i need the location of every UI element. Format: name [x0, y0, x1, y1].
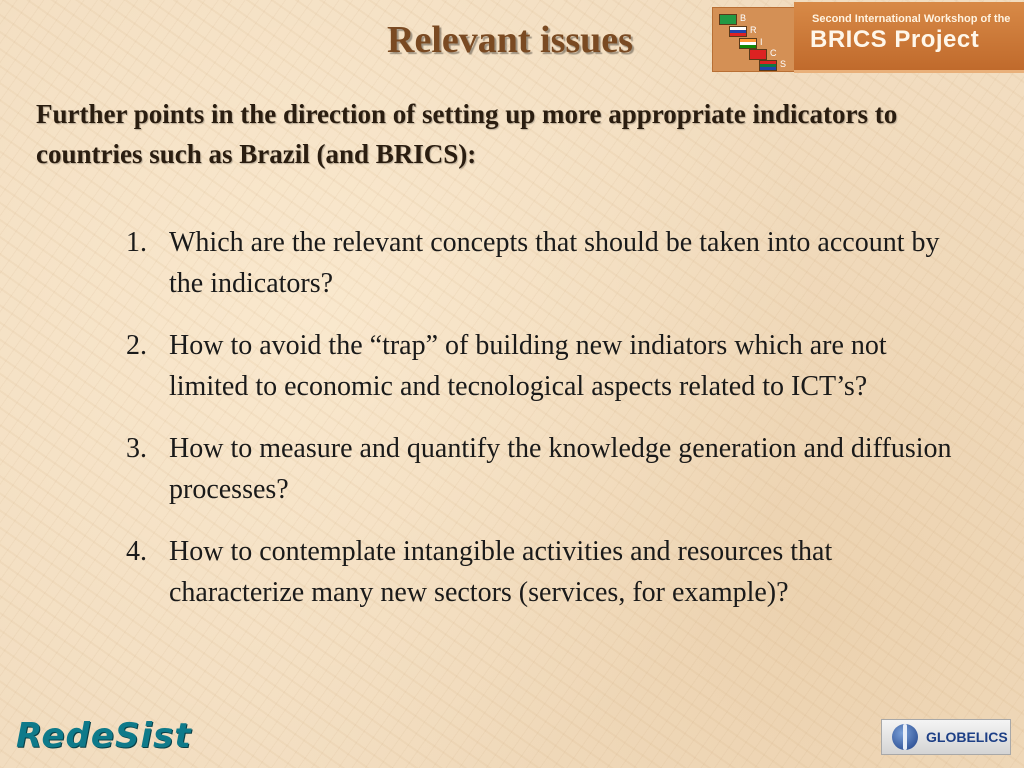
list-item [126, 531, 966, 613]
item-number: 2. [126, 330, 147, 361]
redesist-logo: RedeSist [16, 716, 192, 756]
intro-paragraph: Further points in the direction of setting up more appropriate indicators to countries such as Brazil (and BRICS): [36, 99, 898, 169]
brics-title-panel [794, 2, 1024, 73]
flag-south-africa-icon [759, 60, 777, 71]
globe-meridian [903, 724, 907, 750]
flag-letter-b: B [740, 13, 747, 23]
slide-title: Relevant issues [387, 19, 633, 61]
item-text: How to contemplate intangible activities and resources that characterize many new sectors (services, for example)? [169, 536, 833, 608]
brics-subtitle: Second International Workshop of the [812, 13, 1011, 25]
flag-russia-icon [729, 26, 747, 37]
item-number: 1. [126, 227, 147, 258]
flag-india-icon [739, 38, 757, 49]
globelics-label: GLOBELICS [926, 729, 1008, 745]
brics-title: BRICS Project [810, 26, 980, 53]
list-item [126, 222, 966, 304]
flag-brazil-icon [719, 14, 737, 25]
list-item [126, 325, 966, 407]
flag-letter-r: R [750, 25, 757, 35]
issues-list [126, 222, 966, 634]
flag-letter-i: I [760, 37, 763, 47]
list-item [126, 428, 966, 510]
globelics-logo [881, 719, 1011, 755]
item-text: How to measure and quantify the knowledge generation and diffusion processes? [169, 433, 952, 505]
flag-letter-s: S [780, 59, 787, 69]
flag-letter-c: C [770, 48, 777, 58]
globe-icon [892, 724, 918, 750]
item-number: 4. [126, 536, 147, 567]
item-text: How to avoid the “trap” of building new indiators which are not limited to economic and tecnological aspects related to ICT’s? [169, 330, 887, 402]
flag-china-icon [749, 49, 767, 60]
item-number: 3. [126, 433, 147, 464]
brics-project-banner [712, 2, 1024, 70]
item-text: Which are the relevant concepts that should be taken into account by the indicators? [169, 227, 940, 299]
